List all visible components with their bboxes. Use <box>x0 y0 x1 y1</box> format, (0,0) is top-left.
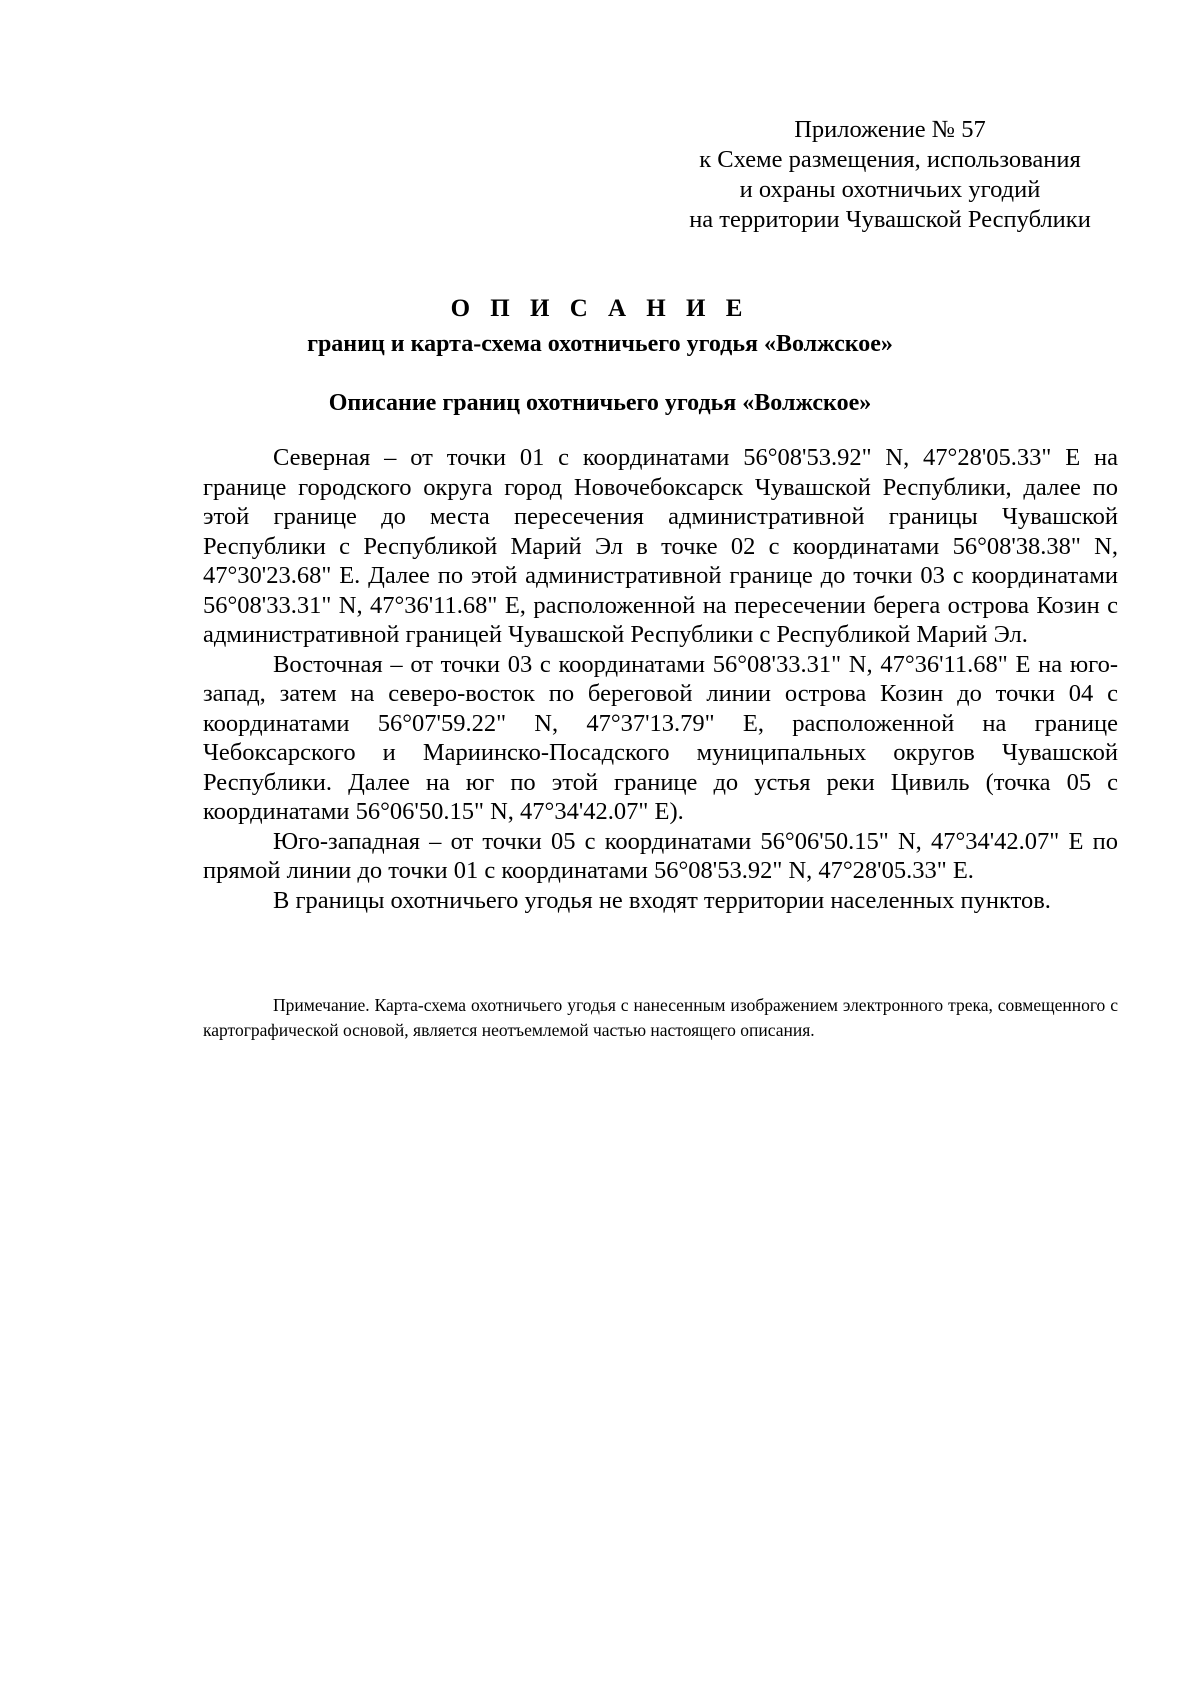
paragraph-exclusion: В границы охотничьего угодья не входят территории населенных пунктов. <box>273 886 1051 914</box>
section-heading: Описание границ охотничьего угодья «Волжское» <box>328 390 872 416</box>
boundary-description <box>203 443 1118 915</box>
appendix-line: Приложение № 57 <box>794 116 986 143</box>
appendix-line: к Схеме размещения, использования <box>699 146 1081 173</box>
document-subtitle: границ и карта-схема охотничьего угодья «Волжское» <box>307 331 893 357</box>
appendix-line: и охраны охотничьих угодий <box>739 176 1041 203</box>
paragraph-southwest: Юго-западная – от точки 05 с координатами 56°06'50.15" N, 47°34'42.07" E по прямой линии до точки 01 с координатами 56°08'53.92" N, 47°28'05.33" E. <box>203 827 1118 884</box>
appendix-line: на территории Чувашской Республики <box>689 206 1091 233</box>
appendix-header <box>660 115 1120 235</box>
note-text: Примечание. Карта-схема охотничьего угодья с нанесенным изображением электронного трека, совмещенного с картографической основой, является неотъемлемой частью настоящего описания. <box>203 995 1118 1040</box>
paragraph-north: Северная – от точки 01 с координатами 56°08'53.92" N, 47°28'05.33" E на границе городского округа город Новочебоксарск Чувашской Республики, далее по этой границе до места пересечения административной границы Чувашской Республики с Республикой Марий Эл в точке 02 с координатами 56°08'38.38" N, 47°30'23.68" E. Далее по этой административной границе до точки 03 с координатами 56°08'33.31" N, 47°36'11.68" E, расположенной на пересечении берега острова Козин с административной границей Чувашской Республики с Республикой Марий Эл. <box>203 444 1118 648</box>
document-title: О П И С А Н И Е <box>450 295 750 322</box>
paragraph-east: Восточная – от точки 03 с координатами 56°08'33.31" N, 47°36'11.68" E на юго-запад, затем на северо-восток по береговой линии острова Козин до точки 04 с координатами 56°07'59.22" N, 47°37'13.79" E, расположенной на границе Чебоксарского и Мариинско-Посадского муниципальных округов Чувашской Республики. Далее на юг по этой границе до устья реки Цивиль (точка 05 с координатами 56°06'50.15" N, 47°34'42.07" E). <box>203 650 1118 825</box>
